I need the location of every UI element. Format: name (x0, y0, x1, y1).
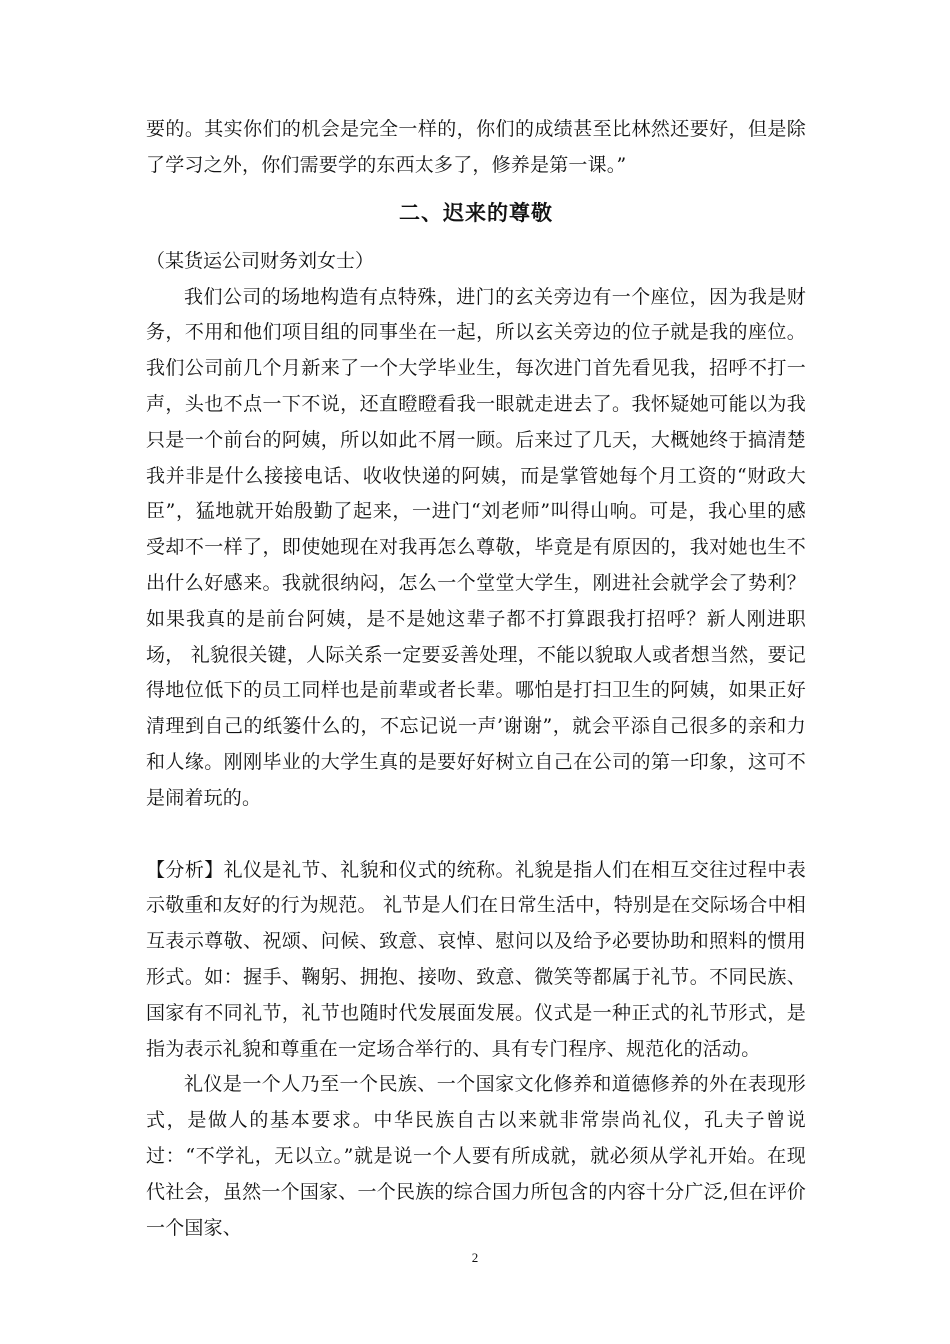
source-attribution: （某货运公司财务刘女士） (146, 249, 375, 272)
paragraph-spacer (146, 817, 806, 853)
document-body (146, 112, 806, 1246)
section-heading: 二、迟来的尊敬 (399, 199, 553, 225)
closing-paragraph: 礼仪是一个人乃至一个民族、一个国家文化修养和道德修养的外在表现形式，是做人的基本要求。中华民族自古以来就非常崇尚礼仪，孔夫子曾说过：“不学礼，无以立。”就是说一个人要有所成就，就必须从学礼开始。在现代社会，虽然一个国家、一个民族的综合国力所包含的内容十分广泛,但在评价一个国家、 (146, 1073, 806, 1239)
analysis-paragraph: 【分析】礼仪是礼节、礼貌和仪式的统称。礼貌是指人们在相互交往过程中表示敬重和友好的行为规范。 礼节是人们在日常生活中，特别是在交际场合中相互表示尊敬、祝颂、问候、致意、哀悼、慰问以及给予必要协助和照料的惯用形式。如：握手、鞠躬、拥抱、接吻、致意、微笑等都属于礼节。不同民族、国家有不同礼节，礼节也随时代发展面发展。仪式是一种正式的礼节形式，是指为表示礼貌和尊重在一定场合举行的、具有专门程序、规范化的活动。 (146, 858, 806, 1060)
story-paragraph: 我们公司的场地构造有点特殊，进门的玄关旁边有一个座位，因为我是财务，不用和他们项目组的同事坐在一起，所以玄关旁边的位子就是我的座位。我们公司前几个月新来了一个大学毕业生，每次进门首先看见我，招呼不打一声，头也不点一下不说，还直瞪瞪看我一眼就走进去了。我怀疑她可能以为我只是一个前台的阿姨，所以如此不屑一顾。后来过了几天，大概她终于搞清楚我并非是什么接接电话、收收快递的阿姨，而是掌管她每个月工资的“财政大臣”，猛地就开始殷勤了起来，一进门“刘老师”叫得山响。可是，我心里的感受却不一样了，即使她现在对我再怎么尊敬，毕竟是有原因的，我对她也生不出什么好感来。我就很纳闷，怎么一个堂堂大学生，刚进社会就学会了势利？如果我真的是前台阿姨，是不是她这辈子都不打算跟我打招呼？新人刚进职场， 礼貌很关键，人际关系一定要妥善处理，不能以貌取人或者想当然，要记得地位低下的员工同样也是前辈或者长辈。哪怕是打扫卫生的阿姨，如果正好清理到自己的纸篓什么的，不忘记说一声’谢谢”，就会平添自己很多的亲和力和人缘。刚刚毕业的大学生真的是要好好树立自己在公司的第一印象，这可不是闹着玩的。 (146, 285, 806, 809)
page-number: 2 (471, 1250, 479, 1265)
opening-paragraph: 要的。其实你们的机会是完全一样的，你们的成绩甚至比林然还要好，但是除了学习之外，你们需要学的东西太多了，修养是第一课。” (146, 118, 806, 176)
